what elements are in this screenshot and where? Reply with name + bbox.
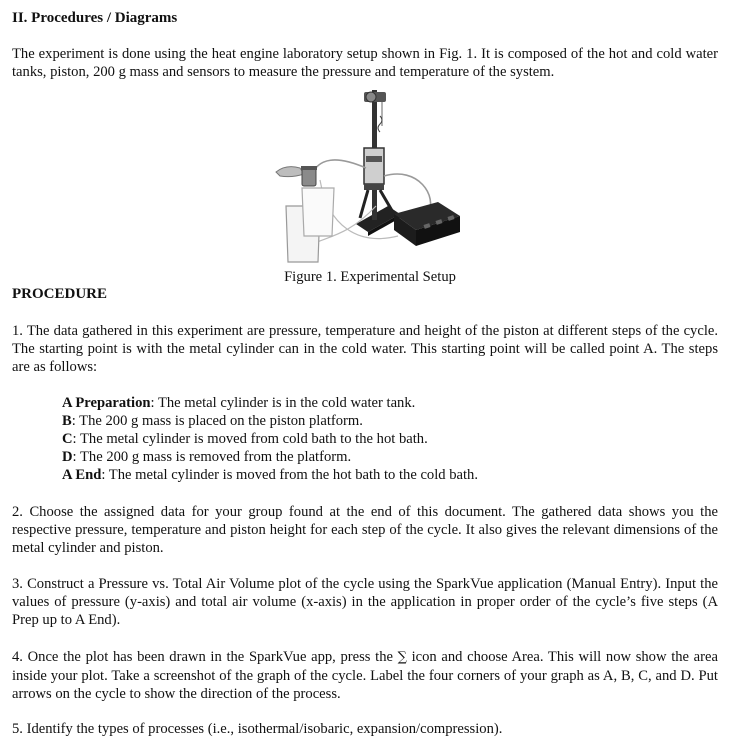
step-item-d xyxy=(62,448,702,466)
hand-icon xyxy=(276,167,304,177)
figure-caption: Figure 1. Experimental Setup xyxy=(284,269,456,285)
step-label: D xyxy=(62,449,73,465)
step-label: C xyxy=(62,431,73,447)
step-item-b xyxy=(62,412,702,430)
step-2-paragraph: 2. Choose the assigned data for your group found at the end of this document. The gathered data shows you the respective pressure, temperature and piston height for each step of the cycle. It also gives the relevant dimensions of the metal cylinder and piston. xyxy=(12,504,718,556)
step-text: : The metal cylinder is moved from the hot bath to the cold bath. xyxy=(101,467,479,483)
step-text: : The metal cylinder is in the cold water tank. xyxy=(150,395,416,411)
procedure-title: PROCEDURE xyxy=(12,286,108,302)
hot-water-tank xyxy=(302,188,334,236)
step-item-a-end xyxy=(62,466,702,484)
intro-paragraph: The experiment is done using the heat engine laboratory setup shown in Fig. 1. It is composed of the hot and cold water tanks, piston, 200 g mass and sensors to measure the pressure and temperature of the system. xyxy=(12,46,718,80)
step-label: B xyxy=(62,413,72,429)
step-3-paragraph: 3. Construct a Pressure vs. Total Air Volume plot of the cycle using the SparkVue application (Manual Entry). Input the values of pressure (y-axis) and total air volume (x-axis) in the application in proper order of the cycle’s five steps (A Prep up to A End). xyxy=(12,576,718,628)
step-5-paragraph: 5. Identify the types of processes (i.e., isothermal/isobaric, expansion/compression). xyxy=(12,721,503,737)
tubing xyxy=(310,160,366,178)
step-label: A Preparation xyxy=(62,395,151,411)
step-1-paragraph: 1. The data gathered in this experiment are pressure, temperature and height of the piston at different steps of the cycle. The starting point is with the metal cylinder can in the cold water. This starting point will be called point A. The steps are as follows: xyxy=(12,323,718,375)
step-item-c xyxy=(62,430,702,448)
step-item-a-preparation xyxy=(62,394,702,412)
experimental-setup-figure xyxy=(268,86,468,266)
piston-cylinder xyxy=(364,148,384,184)
step-text: : The 200 g mass is removed from the platform. xyxy=(72,449,352,465)
sigma-icon: ∑ xyxy=(397,650,407,665)
metal-cylinder-can xyxy=(302,168,316,186)
section-title: II. Procedures / Diagrams xyxy=(12,10,178,26)
experimental-setup-illustration xyxy=(268,86,468,266)
step-4-paragraph xyxy=(12,648,718,703)
step-label: A End xyxy=(62,467,102,483)
step-4-text-start: 4. Once the plot has been drawn in the SparkVue app, press the xyxy=(12,649,398,665)
step-4-text-end: icon and choose Area. This will now show the area inside your plot. Take a screenshot of the graph of the cycle. Label the four corners of your graph as A, B, C, and D. Put arrows on the cycle to show the direction of the process. xyxy=(12,649,718,702)
step-text: : The metal cylinder is moved from cold bath to the hot bath. xyxy=(72,431,428,447)
step-text: : The 200 g mass is placed on the piston platform. xyxy=(71,413,363,429)
